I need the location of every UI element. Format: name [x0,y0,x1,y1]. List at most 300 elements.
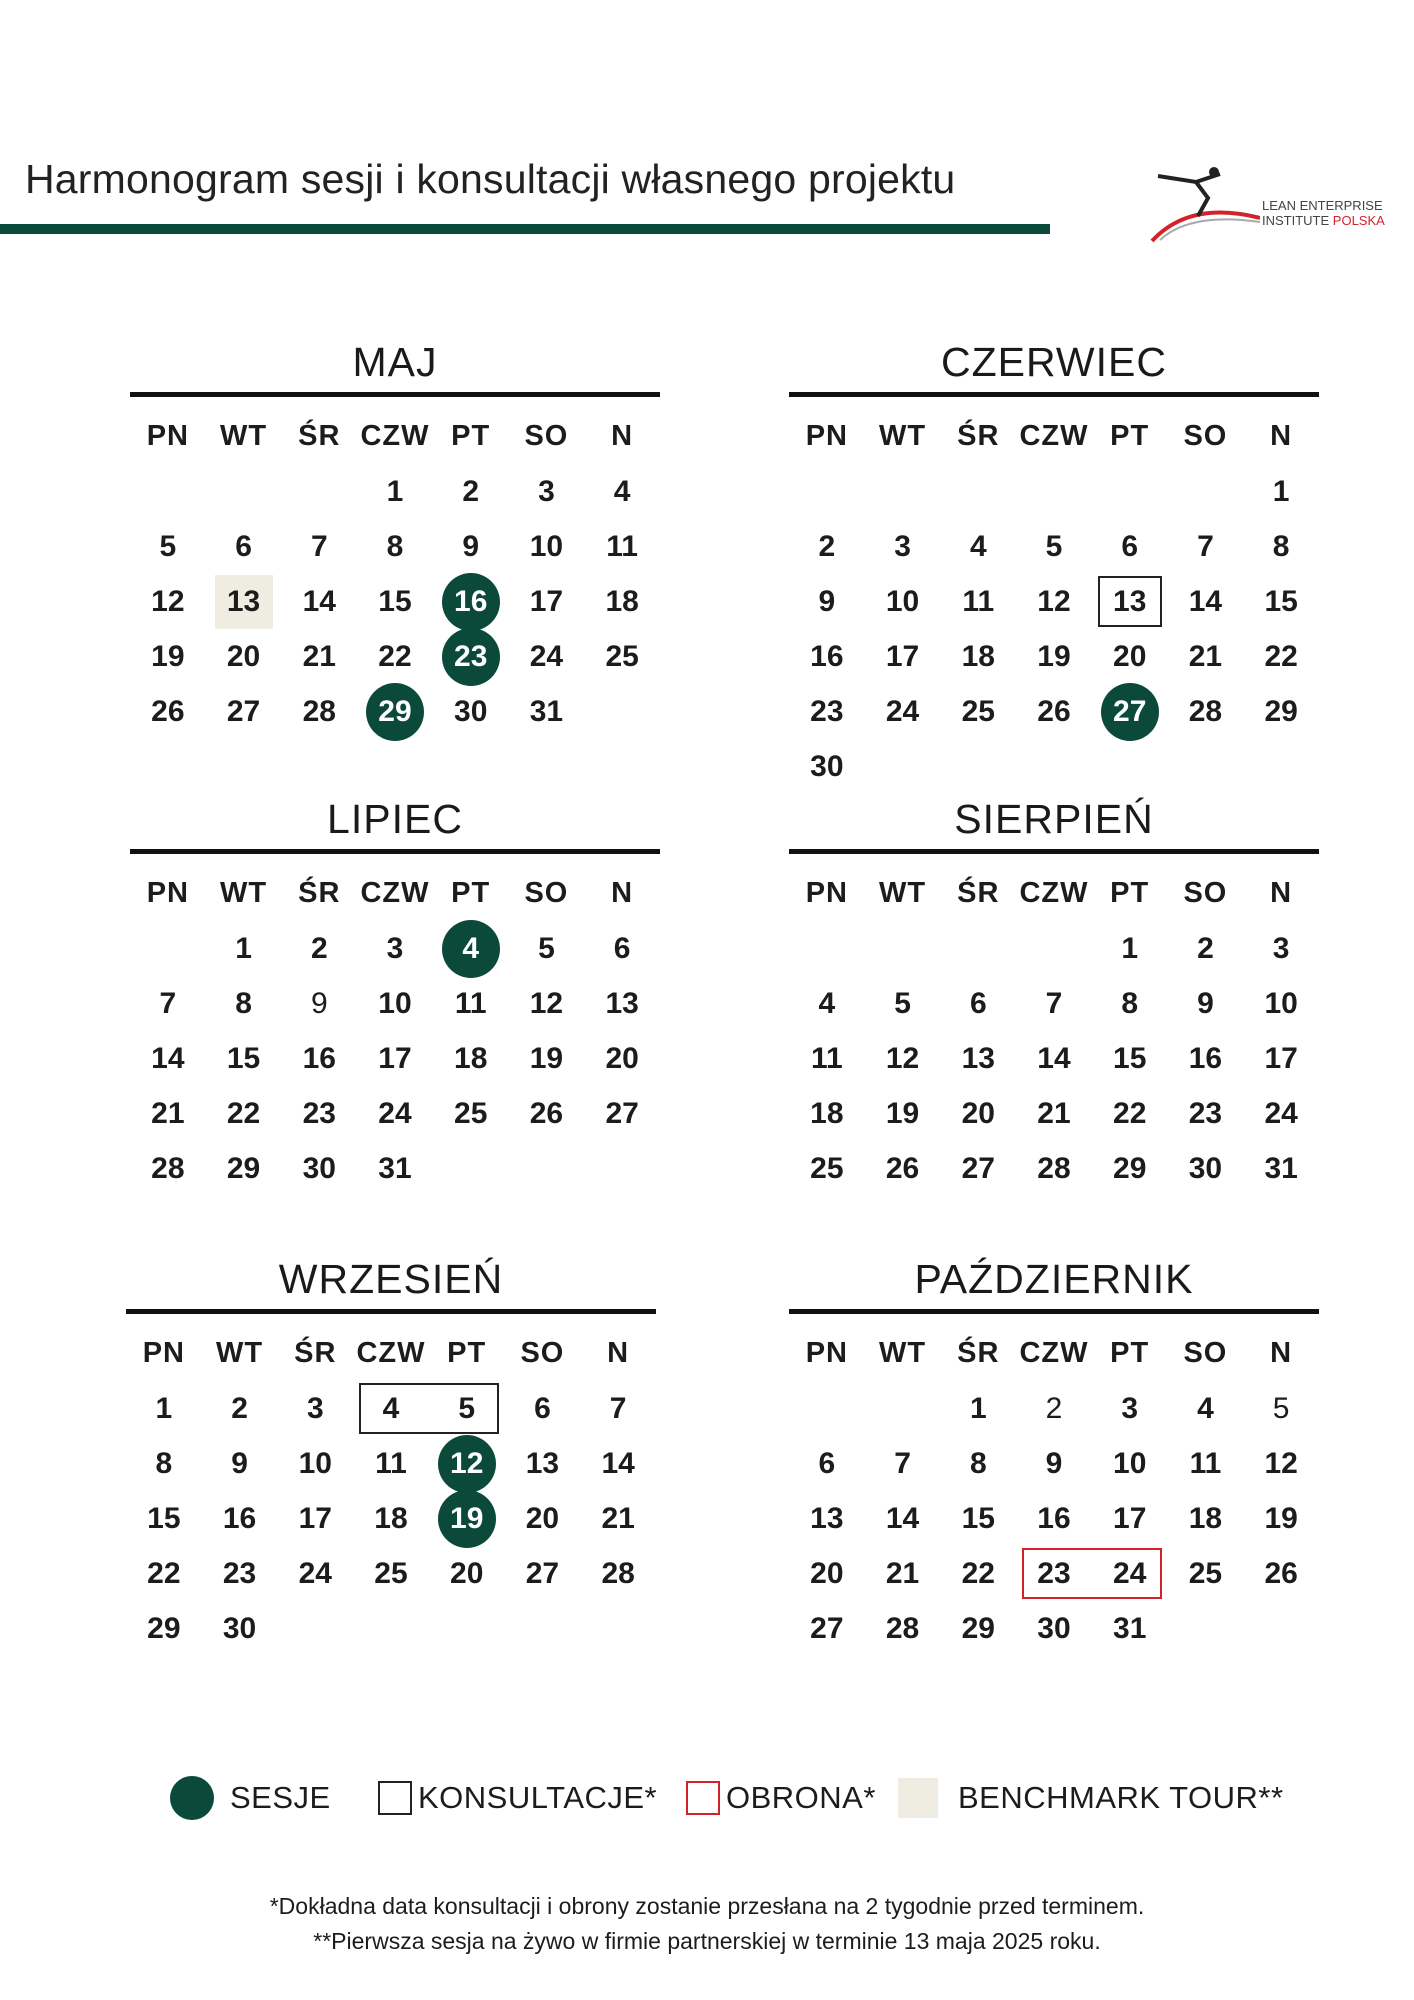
day-number: 25 [810,1151,844,1185]
day-cell [1016,976,1092,1031]
footnote-2: **Pierwsza sesja na żywo w firmie partnerskiej w terminie 13 maja 2025 roku. [313,1928,1101,1954]
day-number: 24 [1113,1556,1147,1590]
day-cell [1092,519,1168,574]
day-number: 3 [894,529,911,563]
weekday-header: N [1270,420,1293,452]
day-cell [126,1491,202,1546]
month-divider [130,392,660,397]
day-cell [130,976,206,1031]
day-number: 6 [969,986,987,1020]
day-number: 13 [605,986,639,1020]
day-number: 27 [605,1096,639,1130]
day-cell [206,976,282,1031]
day-cell [940,684,1016,739]
weekday-header: CZW [1019,877,1089,909]
day-cell [433,629,509,684]
day-number: 1 [1121,931,1139,965]
day-cell [1243,1381,1319,1436]
day-cell [357,976,433,1031]
day-number: 22 [1264,639,1298,673]
legend [170,1768,1290,1828]
day-cell [1243,629,1319,684]
day-number: 1 [1272,474,1290,508]
day-cell [509,1031,585,1086]
day-cell [584,921,660,976]
day-number: 22 [226,1096,261,1130]
day-cell [584,1031,660,1086]
day-cell [130,684,206,739]
day-cell [1016,1546,1092,1601]
day-number: 12 [1037,584,1071,618]
day-cell [1168,684,1244,739]
day-number: 26 [529,1096,564,1130]
day-cell [505,1436,581,1491]
weekday-header: PN [805,420,848,452]
day-cell [789,739,865,794]
day-number: 16 [1188,1041,1223,1075]
day-number: 24 [529,639,564,673]
day-number: 30 [454,694,488,728]
day-number: 4 [1197,1391,1214,1425]
footnote-1: *Dokładna data konsultacji i obrony zostanie przesłana na 2 tygodnie przed terminem. [269,1893,1145,1919]
day-number: 8 [235,986,252,1020]
day-number: 24 [885,694,920,728]
day-number: 3 [386,931,404,965]
day-cell [206,1086,282,1141]
month-title: CZERWIEC [941,339,1167,385]
day-number: 7 [609,1391,627,1425]
day-number: 7 [1197,529,1214,563]
day-cell [940,1086,1016,1141]
day-cell [202,1601,278,1656]
day-cell [1092,1141,1168,1196]
day-cell [789,1086,865,1141]
day-number: 27 [525,1556,560,1590]
day-number: 16 [454,584,488,618]
day-number: 23 [1188,1096,1223,1130]
day-number: 30 [1188,1151,1223,1185]
day-cell [357,1086,433,1141]
weekday-header: N [611,877,634,909]
day-cell [281,574,357,629]
day-cell [865,684,941,739]
day-number: 29 [1113,1151,1147,1185]
day-number: 28 [302,694,336,728]
legend-obrona-label: OBRONA* [726,1780,876,1815]
weekday-header: SO [1183,420,1228,452]
day-cell [130,1031,206,1086]
day-cell [940,1491,1016,1546]
month-divider [789,392,1319,397]
day-number: 31 [378,1151,412,1185]
day-cell [1092,1491,1168,1546]
month-sierpien [789,795,1319,1196]
logo-line-1: LEAN ENTERPRISE [1262,198,1383,213]
empty-day-cell [130,921,206,976]
legend-obrona [686,1768,876,1828]
empty-day-cell [281,464,357,519]
day-number: 6 [534,1391,551,1425]
calendar-grid [789,1326,1319,1656]
day-cell [789,574,865,629]
month-title: MAJ [352,339,438,385]
day-cell [130,1141,206,1196]
day-cell [509,464,585,519]
day-cell [1016,1491,1092,1546]
day-cell [433,976,509,1031]
day-number: 6 [235,529,252,563]
day-cell [1016,519,1092,574]
day-number: 17 [1113,1501,1147,1535]
day-number: 11 [962,584,995,618]
day-cell [789,1601,865,1656]
month-maj [130,338,660,739]
day-number: 14 [885,1501,920,1535]
day-cell [281,1086,357,1141]
day-number: 4 [613,474,631,508]
day-cell [865,574,941,629]
day-number: 11 [454,986,487,1020]
weekday-header: PT [451,877,491,909]
day-number: 9 [310,986,328,1020]
day-number: 18 [454,1041,488,1075]
weekday-header: SO [524,877,569,909]
day-number: 1 [386,474,404,508]
weekday-header: SO [1183,877,1228,909]
day-cell [281,629,357,684]
day-number: 27 [226,694,261,728]
day-cell [940,574,1016,629]
day-number: 31 [529,694,564,728]
day-cell [940,1031,1016,1086]
legend-konsultacje-label: KONSULTACJE* [418,1780,658,1815]
day-cell [429,1546,505,1601]
weekday-header: PT [451,420,491,452]
day-cell [580,1381,656,1436]
page-title: Harmonogram sesji i konsultacji własnego projektu [25,156,956,202]
day-cell [1168,1436,1244,1491]
day-number: 12 [1264,1446,1298,1480]
day-number: 6 [613,931,631,965]
day-number: 14 [151,1041,185,1075]
day-cell [1168,519,1244,574]
day-number: 7 [1045,986,1063,1020]
day-cell [277,1381,353,1436]
month-title: WRZESIEŃ [278,1256,504,1302]
day-number: 25 [961,694,995,728]
title-underline [0,224,1050,234]
day-number: 1 [969,1391,987,1425]
day-number: 28 [1037,1151,1071,1185]
day-cell [281,1031,357,1086]
weekday-header: ŚR [957,420,1000,452]
day-number: 14 [302,584,336,618]
day-number: 20 [1113,639,1147,673]
day-number: 21 [1188,639,1223,673]
empty-day-cell [1092,464,1168,519]
day-number: 23 [302,1096,336,1130]
day-cell [509,629,585,684]
weekday-header: WT [216,1337,264,1369]
day-cell [429,1491,505,1546]
day-cell [429,1381,505,1436]
day-number: 29 [961,1611,995,1645]
day-cell [130,574,206,629]
day-number: 20 [450,1556,484,1590]
weekday-header: CZW [360,420,430,452]
day-number: 18 [1188,1501,1223,1535]
day-cell [584,1086,660,1141]
day-cell [789,519,865,574]
day-number: 25 [454,1096,488,1130]
day-number: 31 [1264,1151,1298,1185]
day-cell [505,1491,581,1546]
day-cell [126,1546,202,1601]
day-cell [277,1436,353,1491]
day-cell [1168,1491,1244,1546]
day-number: 13 [525,1446,560,1480]
day-cell [206,1141,282,1196]
defense-swatch-icon [686,1781,720,1815]
day-number: 4 [818,986,836,1020]
day-number: 7 [894,1446,911,1480]
day-number: 6 [1121,529,1139,563]
month-title: LIPIEC [327,796,463,842]
weekday-header: PT [1110,1337,1150,1369]
day-cell [357,684,433,739]
day-cell [1168,1546,1244,1601]
day-number: 24 [1264,1096,1298,1130]
day-number: 25 [374,1556,408,1590]
day-number: 22 [378,639,412,673]
month-title: SIERPIEŃ [954,796,1154,842]
day-number: 8 [969,1446,987,1480]
day-number: 11 [810,1041,843,1075]
day-cell [505,1381,581,1436]
day-number: 15 [226,1041,261,1075]
day-number: 10 [529,529,564,563]
day-cell [357,1141,433,1196]
day-cell [357,629,433,684]
day-cell [433,1031,509,1086]
day-number: 28 [1188,694,1223,728]
day-number: 30 [222,1611,257,1645]
logo-line-2a: INSTITUTE [1262,213,1333,228]
day-number: 19 [450,1501,484,1535]
day-cell [584,519,660,574]
day-cell [357,464,433,519]
day-number: 10 [885,584,920,618]
logo-line-2b: POLSKA [1332,213,1385,228]
day-number: 13 [1113,584,1147,618]
day-cell [429,1436,505,1491]
empty-day-cell [940,921,1016,976]
day-number: 19 [151,639,185,673]
weekday-header: CZW [1019,420,1089,452]
day-number: 28 [601,1556,635,1590]
day-cell [202,1381,278,1436]
day-number: 15 [1113,1041,1147,1075]
day-cell [789,1031,865,1086]
day-cell [789,1491,865,1546]
empty-day-cell [1016,464,1092,519]
day-number: 17 [1264,1041,1298,1075]
day-number: 17 [378,1041,412,1075]
weekday-header: PT [447,1337,487,1369]
day-cell [202,1436,278,1491]
day-cell [1092,921,1168,976]
day-cell [580,1491,656,1546]
weekday-header: PN [805,1337,848,1369]
weekday-header: CZW [360,877,430,909]
day-cell [206,629,282,684]
empty-day-cell [865,921,941,976]
day-number: 5 [159,529,177,563]
day-number: 15 [378,584,412,618]
day-number: 16 [222,1501,257,1535]
day-cell [584,464,660,519]
day-cell [1016,684,1092,739]
empty-day-cell [1168,464,1244,519]
month-lipiec [130,795,660,1196]
day-cell [353,1436,429,1491]
day-cell [865,629,941,684]
day-cell [509,1086,585,1141]
day-cell [865,976,941,1031]
day-number: 12 [450,1446,484,1480]
day-number: 13 [226,584,261,618]
day-number: 4 [969,529,987,563]
day-cell [1168,1141,1244,1196]
day-number: 20 [810,1556,844,1590]
calendar-grid [130,409,660,739]
day-number: 23 [222,1556,257,1590]
logo-line-2 [1262,213,1385,228]
day-cell [202,1546,278,1601]
day-number: 31 [1113,1611,1147,1645]
day-number: 15 [147,1501,181,1535]
day-cell [206,921,282,976]
weekday-header: N [607,1337,630,1369]
day-number: 30 [1037,1611,1071,1645]
weekday-header: WT [879,877,927,909]
day-cell [206,519,282,574]
day-cell [940,1141,1016,1196]
day-cell [865,1546,941,1601]
empty-day-cell [789,464,865,519]
day-cell [1092,1601,1168,1656]
day-cell [433,684,509,739]
day-cell [865,1086,941,1141]
day-cell [1243,1546,1319,1601]
day-number: 20 [226,639,261,673]
day-cell [509,921,585,976]
calendar-grid [789,409,1319,794]
day-number: 29 [147,1611,181,1645]
empty-day-cell [130,464,206,519]
month-divider [130,849,660,854]
day-cell [1168,1031,1244,1086]
day-cell [281,1141,357,1196]
empty-day-cell [789,1381,865,1436]
day-number: 26 [885,1151,920,1185]
day-number: 5 [458,1391,476,1425]
day-cell [509,519,585,574]
day-number: 9 [462,529,480,563]
day-cell [433,464,509,519]
month-divider [789,849,1319,854]
day-number: 5 [1272,1391,1290,1425]
day-number: 8 [1121,986,1139,1020]
weekday-header: WT [879,420,927,452]
day-cell [940,976,1016,1031]
day-cell [1016,1086,1092,1141]
day-cell [1168,976,1244,1031]
day-cell [509,684,585,739]
day-cell [1243,519,1319,574]
day-number: 18 [605,584,639,618]
day-cell [1092,1436,1168,1491]
weekday-header: PN [805,877,848,909]
day-number: 4 [462,931,480,965]
day-cell [940,629,1016,684]
day-cell [509,976,585,1031]
weekday-header: WT [220,420,268,452]
day-number: 4 [382,1391,400,1425]
day-number: 3 [306,1391,324,1425]
day-number: 6 [818,1446,836,1480]
day-number: 5 [538,931,555,965]
day-number: 25 [1188,1556,1223,1590]
day-number: 12 [885,1041,920,1075]
day-number: 8 [155,1446,173,1480]
day-cell [509,574,585,629]
day-cell [789,1546,865,1601]
day-cell [206,1031,282,1086]
day-number: 29 [226,1151,261,1185]
day-number: 13 [961,1041,995,1075]
weekday-header: PT [1110,420,1150,452]
day-number: 2 [1045,1391,1063,1425]
day-cell [789,976,865,1031]
day-number: 7 [159,986,177,1020]
day-cell [281,684,357,739]
day-cell [789,684,865,739]
day-number: 1 [155,1391,173,1425]
day-cell [130,629,206,684]
day-number: 12 [529,986,564,1020]
month-pazdziernik [789,1255,1319,1656]
day-cell [1243,464,1319,519]
day-number: 21 [601,1501,635,1535]
day-number: 19 [529,1041,564,1075]
day-cell [357,921,433,976]
day-cell [584,976,660,1031]
day-number: 2 [818,529,836,563]
weekday-header: N [1270,877,1293,909]
empty-day-cell [206,464,282,519]
day-number: 14 [1188,584,1223,618]
day-number: 21 [302,639,336,673]
day-cell [1016,1601,1092,1656]
day-cell [584,574,660,629]
day-cell [1092,1086,1168,1141]
day-number: 14 [601,1446,635,1480]
weekday-header: ŚR [957,877,1000,909]
day-cell [277,1546,353,1601]
day-cell [1092,629,1168,684]
legend-sesje-label: SESJE [230,1780,331,1815]
